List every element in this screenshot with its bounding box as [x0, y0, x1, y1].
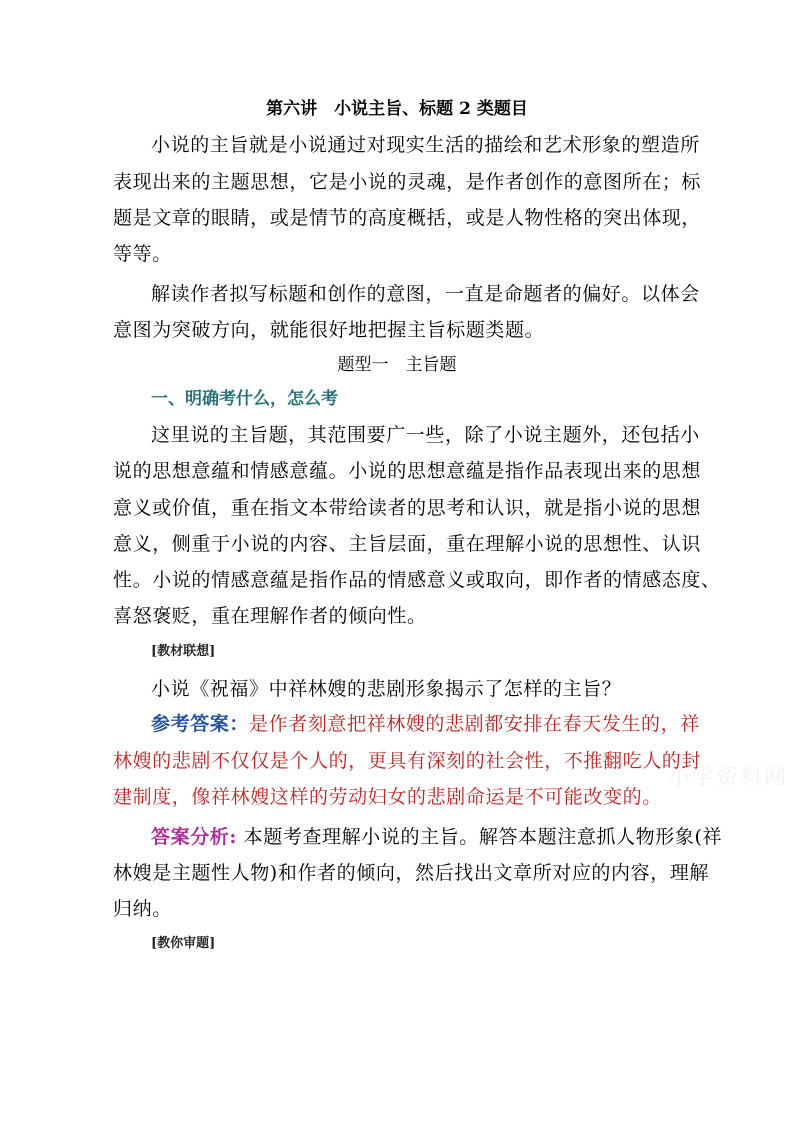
intro-p1-line-3: 题是文章的眼睛，或是情节的高度概括，或是人物性格的突出体现， [113, 207, 702, 229]
section-body-line-1: 这里说的主旨题，其范围要广一些，除了小说主题外，还包括小 [151, 424, 700, 446]
subheading: 一、明确考什么，怎么考 [151, 389, 338, 409]
intro-p1-line-1: 小说的主旨就是小说通过对现实生活的描绘和艺术形象的塑造所 [151, 134, 700, 156]
intro-p2-line-2: 意图为突破方向，就能很好地把握主旨标题类题。 [113, 319, 545, 341]
teach-tag: [教你审题] [151, 936, 216, 951]
textbook-tag: [教材联想] [151, 644, 216, 659]
analysis-line-2: 林嫂是主题性人物)和作者的倾向，然后找出文章所对应的内容，理解 [113, 862, 710, 884]
section-title: 题型一 主旨题 [337, 355, 457, 375]
answer-line-3: 建制度，像祥林嫂这样的劳动妇女的悲剧命运是不可能改变的。 [113, 786, 662, 808]
lecture-title: 第六讲 小说主旨、标题 2 类题目 [266, 99, 528, 119]
analysis-label: 答案分析: [151, 826, 238, 848]
answer-label: 参考答案： [151, 713, 250, 735]
intro-p1-line-4: 等等。 [113, 243, 172, 265]
answer-line-1 [151, 707, 700, 741]
section-body-line-5: 性。小说的情感意蕴是指作品的情感意义或取向，即作者的情感态度、 [113, 569, 721, 591]
analysis-text-1: 本题考查理解小说的主旨。解答本题注意抓人物形象(祥 [237, 826, 723, 848]
section-body-line-6: 喜怒褒贬，重在理解作者的倾向性。 [113, 605, 427, 627]
analysis-line-1 [151, 820, 723, 854]
intro-p1-line-2: 表现出来的主题思想，它是小说的灵魂，是作者创作的意图所在；标 [113, 171, 702, 193]
analysis-line-3: 归纳。 [113, 898, 172, 920]
watermark: 小学资料网 [668, 765, 789, 790]
textbook-question: 小说《祝福》中祥林嫂的悲剧形象揭示了怎样的主旨？ [151, 678, 622, 700]
section-body-line-4: 意义，侧重于小说的内容、主旨层面，重在理解小说的思想性、认识 [113, 533, 702, 555]
section-body-line-3: 意义或价值，重在指文本带给读者的思考和认识，就是指小说的思想 [113, 497, 702, 519]
section-body-line-2: 说的思想意蕴和情感意蕴。小说的思想意蕴是指作品表现出来的思想 [113, 460, 702, 482]
intro-p2-line-1: 解读作者拟写标题和创作的意图，一直是命题者的偏好。以体会 [151, 283, 700, 305]
answer-line-2: 林嫂的悲剧不仅仅是个人的，更具有深刻的社会性，不推翻吃人的封 [113, 750, 702, 772]
answer-text-1: 是作者刻意把祥林嫂的悲剧都安排在春天发生的，祥 [249, 713, 700, 735]
